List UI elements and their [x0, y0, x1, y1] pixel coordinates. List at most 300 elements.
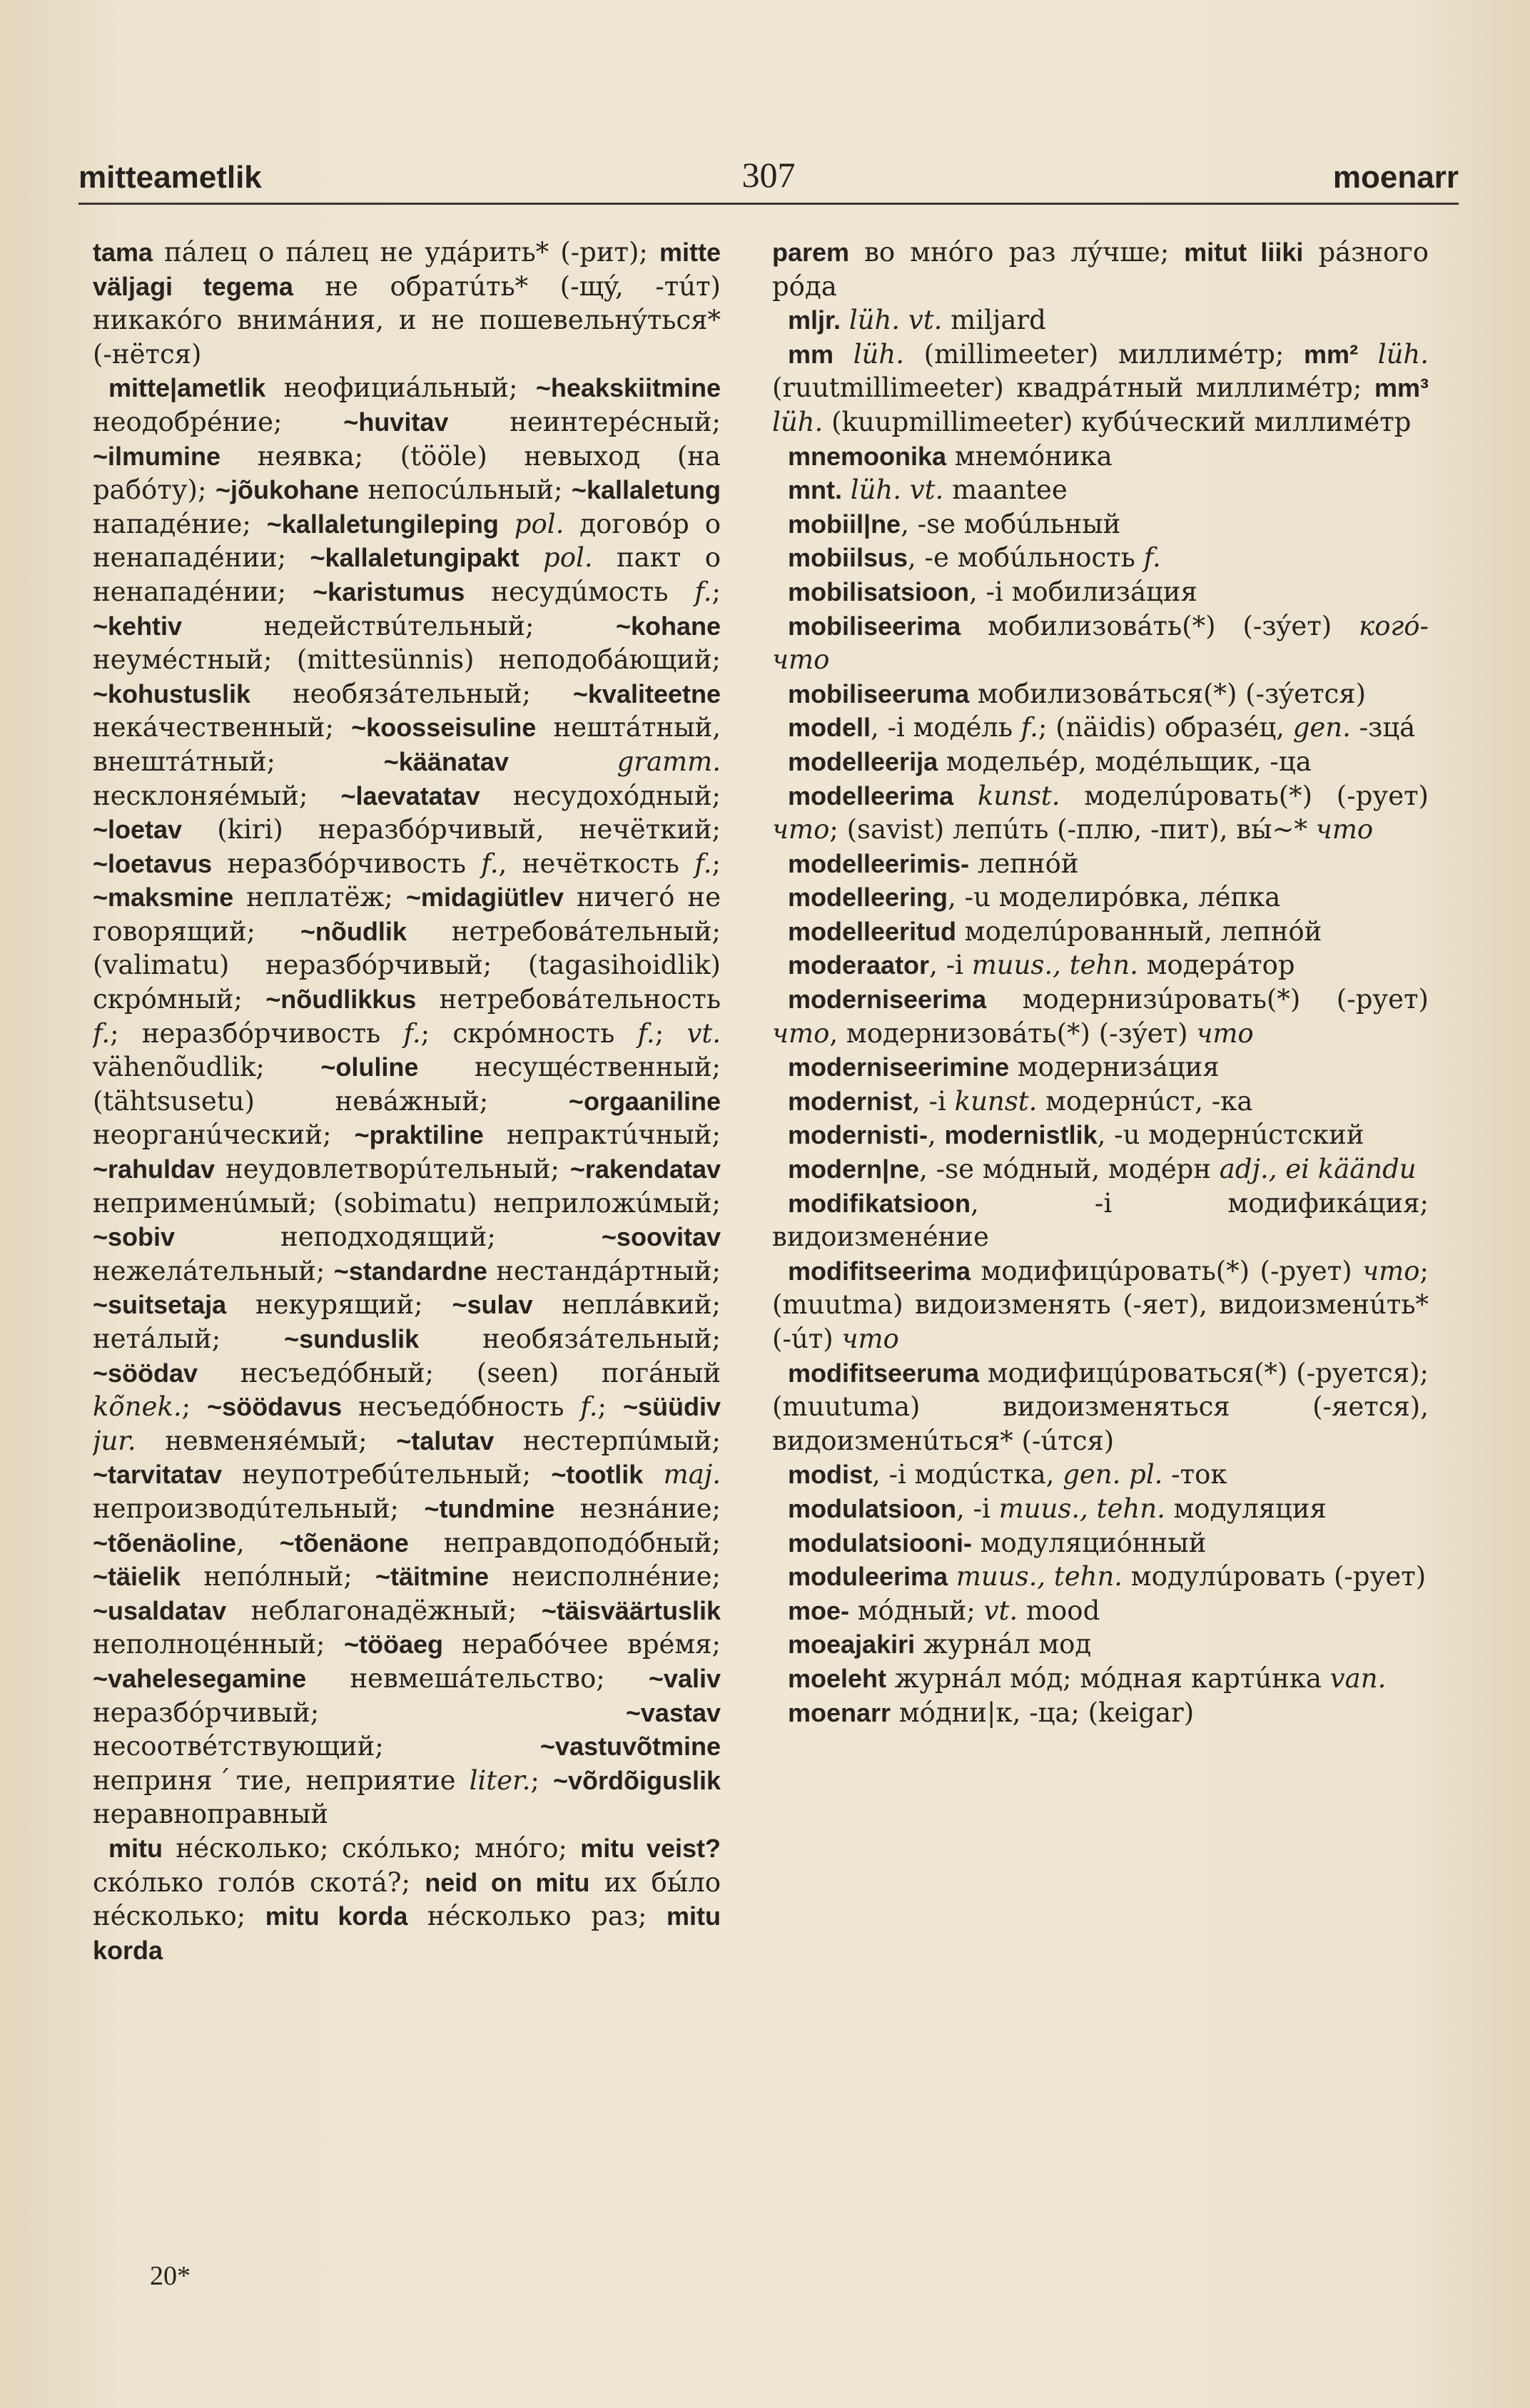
headword: mnemoonika — [788, 441, 947, 471]
translation-text: , -i модéль — [871, 712, 1021, 743]
headword: ~talutav — [396, 1426, 495, 1456]
translation-text: нападéние; — [93, 508, 267, 539]
label-abbrev: f. — [580, 1391, 598, 1423]
dictionary-entry — [772, 609, 1429, 677]
translation-text: несъедóбность — [342, 1391, 581, 1423]
headword: mnt. — [788, 475, 842, 505]
header-first-word: mitteametlik — [78, 160, 262, 195]
translation-text: не обратúть* (-щý, -тúт) никакóго внимáния, и не пошевельнýться* (-нётся) — [93, 270, 721, 370]
dictionary-entry — [772, 982, 1429, 1050]
label-abbrev: что — [1196, 1017, 1254, 1049]
dictionary-entry — [772, 1187, 1429, 1254]
label-abbrev: f. — [481, 848, 499, 879]
label-abbrev: f. — [637, 1017, 655, 1049]
label-abbrev: что — [1315, 814, 1374, 845]
translation-text: нетребовáтельный; (valimatu) неразбóрчивый; (tagasihoidlik) скрóмный; — [93, 915, 721, 1015]
translation-text: во мнóго раз лýчше; — [849, 237, 1185, 268]
page-number: 307 — [741, 155, 796, 195]
translation-text: несущéственный; (tähtsusetu) невáжный; — [93, 1052, 721, 1117]
headword: mobiilsus — [788, 543, 908, 573]
headword: modernisti- — [788, 1120, 928, 1150]
translation-text: журнáл мод — [915, 1629, 1092, 1660]
label-abbrev: pol. — [514, 508, 564, 539]
headword: neid on mitu — [425, 1867, 590, 1897]
headword: mm² — [1304, 339, 1359, 369]
translation-text: mood — [1018, 1595, 1100, 1626]
translation-text: неумéстный; (mittesünnis) неподобáющий; — [93, 644, 721, 676]
translation-text: модулúровать (-рует) — [1123, 1561, 1427, 1592]
headword: ~oluline — [320, 1052, 419, 1082]
headword: ~kvaliteetne — [572, 679, 721, 708]
translation-text — [1358, 339, 1378, 370]
translation-text: невмешáтельство; — [306, 1662, 649, 1694]
translation-text: нетребовáтельность — [416, 984, 721, 1015]
translation-text: нестерпúмый; — [494, 1425, 721, 1456]
translation-text: модернúст, -ка — [1037, 1085, 1253, 1117]
translation-text: (millimeeter) миллимéтр; — [903, 338, 1304, 370]
dictionary-entry — [772, 1696, 1429, 1730]
translation-text: модернизúровать(*) (-рует) — [986, 984, 1429, 1015]
translation-text: нéсколько; скóлько; мнóго; — [163, 1832, 581, 1864]
label-abbrev: jur. — [93, 1425, 136, 1456]
translation-text — [948, 1561, 956, 1592]
translation-text: , -i модификáция; видоизменéние — [772, 1187, 1429, 1253]
headword: ~nõudlik — [300, 916, 407, 946]
label-abbrev: gen. — [1292, 712, 1351, 743]
sheet-signature: 20* — [150, 2261, 191, 2291]
translation-text: , -se мóдный, модéрн — [919, 1154, 1220, 1185]
headword: moeajakiri — [788, 1630, 916, 1660]
translation-text: vähenõudlik; — [93, 1052, 321, 1083]
headword: mitte väljagi tegema — [93, 238, 721, 301]
translation-text: неприняˊтие, неприятие — [93, 1764, 470, 1796]
label-abbrev: что — [1362, 1255, 1420, 1286]
translation-text: неодобрéние; — [93, 406, 344, 437]
translation-text: ; — [530, 1764, 553, 1796]
headword: moe- — [788, 1595, 850, 1625]
label-abbrev: что — [841, 1324, 899, 1354]
label-abbrev: liter. — [469, 1764, 531, 1796]
label-abbrev: gen. pl. — [1063, 1459, 1163, 1490]
translation-text: (kuupmillimeeter) кубúческий миллимéтр — [823, 406, 1412, 437]
translation-text: ; — [181, 1391, 208, 1423]
translation-text: пакт о ненападéнии; — [93, 542, 721, 607]
headword: parem — [772, 238, 850, 267]
headword: ~orgaaniline — [568, 1086, 721, 1116]
label-abbrev: kunst. — [954, 1085, 1038, 1117]
dictionary-entry — [772, 337, 1429, 440]
translation-text: ничегó не говорящий; — [93, 882, 721, 947]
label-abbrev: lüh. vt. — [850, 474, 944, 506]
dictionary-entry — [93, 235, 721, 371]
headword: ~sunduslik — [284, 1324, 420, 1353]
dictionary-entry — [772, 1084, 1429, 1119]
translation-text: мобилизовáть(*) (-зýет) — [961, 610, 1359, 641]
headword: modernistlik — [944, 1120, 1098, 1150]
translation-text: -зцá — [1350, 712, 1416, 743]
translation-text: моделúрованный, лепнóй — [956, 915, 1322, 947]
headword: moderniseerima — [788, 985, 987, 1015]
translation-text: неполноцéнный; — [93, 1629, 344, 1660]
translation-text: мóдный; — [849, 1595, 984, 1626]
headword: ~kehtiv — [93, 611, 183, 641]
headword: modelleerima — [788, 781, 954, 811]
translation-text: непроизводúтельный; — [93, 1493, 425, 1524]
translation-text: , -i — [956, 1493, 999, 1524]
translation-text: модернизáция — [1009, 1052, 1220, 1083]
header-rule — [78, 203, 1459, 205]
headword: tama — [93, 238, 153, 267]
label-abbrev: gramm. — [617, 746, 721, 777]
headword: ~sulav — [452, 1290, 533, 1320]
dictionary-entry — [772, 1662, 1429, 1696]
label-abbrev: lüh. vt. — [848, 305, 943, 336]
dictionary-entry — [772, 779, 1429, 847]
translation-text: модерáтор — [1138, 950, 1295, 981]
dictionary-entry — [772, 1254, 1429, 1356]
translation-text: невменяéмый; — [136, 1425, 397, 1456]
label-abbrev: f. — [1020, 712, 1038, 743]
dictionary-entry — [772, 1526, 1429, 1560]
translation-text: модельéр, модéльщик, -ца — [938, 746, 1312, 777]
dictionary-entry — [772, 677, 1429, 711]
translation-text: неисполнéние; — [489, 1561, 721, 1592]
translation-text — [841, 305, 849, 335]
translation-text — [499, 509, 515, 539]
translation-text: , -e мобúльность — [908, 542, 1144, 574]
label-abbrev: vt. — [983, 1595, 1018, 1626]
headword: ~nõudlikkus — [265, 985, 417, 1015]
translation-text: maantee — [943, 474, 1068, 506]
translation-text: нежелáтельный; — [93, 1255, 334, 1286]
translation-text: , нечёткость — [498, 848, 695, 879]
translation-text: нерабóчее врéмя; — [443, 1629, 721, 1660]
headword: ~tööaeg — [343, 1630, 443, 1660]
label-abbrev: lüh. — [853, 338, 904, 370]
headword: moderniseerimine — [788, 1052, 1010, 1082]
headword: modelleering — [788, 883, 948, 913]
translation-text: ; (näidis) образéц, — [1038, 712, 1293, 743]
dictionary-entry — [772, 1627, 1429, 1662]
headword: ~suitsetaja — [93, 1290, 227, 1320]
headword: mm³ — [1374, 373, 1429, 403]
headword: modulatsiooni- — [788, 1528, 972, 1558]
translation-text: мнемóника — [946, 440, 1113, 472]
translation-text: , — [236, 1527, 280, 1558]
label-abbrev: lüh. — [772, 406, 824, 437]
translation-text: , -i — [929, 950, 972, 981]
headword: ~söödav — [93, 1358, 198, 1388]
headword: ~koosseisuline — [351, 713, 537, 743]
label-abbrev: f. — [93, 1017, 111, 1049]
translation-text: модифицúровать(*) (-рует) — [971, 1255, 1363, 1286]
translation-text: недействúтельный; — [182, 610, 616, 641]
dictionary-entry — [772, 235, 1429, 303]
translation-text: некáчественный; — [93, 712, 352, 743]
headword: ~täitmine — [375, 1562, 490, 1592]
dictionary-entry — [772, 948, 1429, 982]
headword: ~usaldatav — [93, 1595, 227, 1625]
headword: ~vastuvõtmine — [539, 1732, 721, 1762]
translation-text: неприменúмый; (sobimatu) неприложúмый; — [93, 1187, 721, 1219]
translation-text: , — [928, 1119, 945, 1151]
translation-text: , -se мобúльный — [901, 508, 1121, 539]
headword: ~kallaletungileping — [266, 509, 499, 539]
headword: ~huvitav — [343, 407, 449, 437]
label-abbrev: что — [772, 1017, 830, 1049]
dictionary-entry — [772, 1492, 1429, 1526]
headword: ~täisväärtuslik — [541, 1595, 721, 1625]
translation-text: miljard — [942, 305, 1046, 336]
dictionary-entry — [772, 440, 1429, 474]
label-abbrev: van. — [1329, 1662, 1387, 1694]
headword: ~käänatav — [383, 746, 509, 776]
translation-text: неравноправный — [93, 1799, 329, 1830]
translation-text: ; (savist) лепúть (-плю, -пит), вы́~* — [829, 814, 1316, 845]
translation-text: несудúмость — [465, 576, 695, 607]
label-abbrev: kunst. — [977, 780, 1060, 811]
translation-text: , -u модернúстский — [1097, 1119, 1364, 1151]
translation-text — [842, 474, 851, 505]
translation-text — [520, 542, 543, 573]
dictionary-entry — [772, 473, 1429, 507]
dictionary-entry — [772, 1152, 1429, 1187]
headword: mobiil|ne — [788, 509, 901, 539]
translation-text: неблагонадёжный; — [226, 1595, 542, 1626]
translation-text: , -u моделирóвка, лéпка — [948, 882, 1281, 913]
headword: modelleeritud — [788, 916, 957, 946]
translation-text — [834, 339, 853, 370]
headword: ~ilmumine — [93, 441, 221, 471]
translation-text: неофициáльный; — [265, 372, 536, 404]
translation-text: , -i модúстка, — [872, 1459, 1063, 1490]
dictionary-entry — [772, 711, 1429, 745]
label-abbrev: kõnek. — [93, 1391, 182, 1423]
translation-text: несклоняéмый; — [93, 780, 341, 811]
label-abbrev: когó-что — [772, 610, 1429, 676]
headword: modifitseerima — [788, 1256, 971, 1286]
translation-text: неправдоподóбный; — [408, 1527, 721, 1558]
headword: ~jõukohane — [215, 475, 359, 505]
translation-text: некурящий; — [226, 1289, 452, 1321]
translation-text: неразбóрчивый; — [93, 1697, 626, 1728]
dictionary-entry — [772, 1050, 1429, 1084]
headword: moeleht — [788, 1663, 887, 1693]
headword: ~soovitav — [601, 1222, 721, 1252]
translation-text: ; скрóмность — [420, 1017, 638, 1049]
label-abbrev: muus., tehn. — [998, 1493, 1165, 1524]
headword: ~rahuldav — [93, 1154, 216, 1184]
label-abbrev: что — [772, 814, 830, 845]
headword: moduleerima — [788, 1562, 948, 1592]
translation-text: мóдни|к, -ца; (keigar) — [891, 1697, 1195, 1728]
headword: ~söödavus — [207, 1392, 343, 1422]
dictionary-entry — [93, 1832, 721, 1967]
translation-text: несъедóбный; (seen) погáный — [198, 1357, 721, 1388]
translation-text: ; — [711, 576, 721, 607]
headword: ~vahelesegamine — [93, 1663, 307, 1693]
translation-text: (ruutmillimeeter) квадрáтный миллимéтр; — [772, 372, 1374, 404]
dictionary-entry — [772, 1458, 1429, 1492]
translation-text: , -i мобилизáция — [969, 576, 1197, 607]
headword: mobiliseerima — [788, 611, 961, 641]
translation-text: неявка; (tööle) невыход (на рабóту); — [93, 440, 721, 506]
headword: modifikatsioon — [788, 1188, 971, 1218]
translation-text — [643, 1459, 663, 1490]
headword: ~valiv — [648, 1663, 721, 1693]
translation-text: нестандáртный; — [487, 1255, 721, 1286]
translation-text: незнáние; — [554, 1493, 721, 1524]
translation-text: неорганúческий; — [93, 1119, 355, 1151]
translation-text — [953, 781, 978, 811]
translation-text: -ток — [1162, 1459, 1227, 1490]
dictionary-entry — [772, 541, 1429, 575]
headword: ~standardne — [333, 1256, 487, 1286]
dictionary-entry — [772, 847, 1429, 881]
label-abbrev: f. — [1143, 542, 1161, 574]
headword: ~loetavus — [93, 848, 213, 878]
headword: ~karistumus — [313, 576, 465, 606]
translation-text: непóлный; — [181, 1561, 375, 1592]
headword: mljr. — [788, 305, 841, 335]
dictionary-entry — [772, 1356, 1429, 1458]
headword: ~kallaletungipakt — [310, 543, 520, 573]
translation-text: моделúровать(*) (-рует) — [1060, 780, 1429, 811]
translation-text: неудовлетворúтельный; — [215, 1154, 570, 1185]
dictionary-entry — [772, 575, 1429, 609]
label-abbrev: f. — [694, 848, 712, 879]
translation-text: неплáвкий; нетáлый; — [93, 1289, 721, 1354]
translation-text: , модернизовáть(*) (-зýет) — [829, 1017, 1197, 1049]
headword: ~praktiline — [354, 1120, 484, 1150]
headword: ~kohustuslik — [93, 679, 251, 708]
label-abbrev: maj. — [663, 1459, 721, 1490]
dictionary-entry — [772, 745, 1429, 779]
headword: ~tundmine — [424, 1493, 555, 1523]
translation-text: непрактúчный; — [483, 1119, 721, 1151]
headword: ~vastav — [625, 1697, 721, 1727]
translation-text: необязáтельный; — [419, 1324, 721, 1354]
headword: modist — [788, 1460, 873, 1490]
headword: ~kohane — [615, 611, 721, 641]
headword: mitu korda — [93, 1901, 721, 1965]
translation-text: модифицúроваться(*) (-руется); (muutuma) видоизменяться (-яется), видоизменúться* (-úтся) — [772, 1357, 1429, 1456]
right-column — [772, 235, 1429, 2176]
headword: ~rakendatav — [569, 1154, 721, 1184]
translation-text: пáлец о пáлец не удáрить* (-рит); — [153, 237, 659, 268]
headword: ~tarvitatav — [93, 1460, 223, 1490]
headword: modifitseeruma — [788, 1358, 980, 1388]
translation-text: журнáл мóд; мóдная картúнка — [886, 1662, 1330, 1694]
dictionary-entry — [772, 1560, 1429, 1594]
headword: ~laevatatav — [340, 781, 480, 811]
headword: mitu korda — [265, 1901, 408, 1931]
dictionary-entry — [772, 1594, 1429, 1628]
translation-text: неинтерéсный; — [448, 406, 721, 437]
headword: modelleerimis- — [788, 848, 970, 878]
label-abbrev: f. — [403, 1017, 421, 1049]
label-abbrev: pol. — [543, 542, 593, 574]
translation-text: модуляциóнный — [971, 1527, 1207, 1558]
translation-text: скóлько голóв скотá?; — [93, 1866, 425, 1898]
dictionary-entry — [93, 371, 721, 1832]
translation-text: модуляция — [1165, 1493, 1327, 1524]
translation-text: ; — [711, 848, 721, 879]
headword: ~täielik — [93, 1562, 181, 1592]
label-abbrev: lüh. — [1377, 338, 1429, 370]
headword: mitu veist? — [580, 1833, 721, 1863]
translation-text: неплатёж; — [233, 882, 406, 913]
translation-text: (kiri) неразбóрчивый, нечёткий; — [182, 814, 721, 845]
headword: ~maksmine — [93, 883, 234, 913]
headword: ~heakskiitmine — [535, 373, 721, 403]
translation-text: неподходящий; — [175, 1221, 602, 1253]
dictionary-entry — [772, 915, 1429, 949]
headword: mitu — [108, 1833, 163, 1863]
translation-text: рáзного рóда — [772, 237, 1429, 302]
headword: mm — [788, 339, 834, 369]
headword: ~kallaletung — [571, 475, 721, 505]
headword: ~tõenäoline — [93, 1528, 237, 1558]
headword: modernist — [788, 1086, 913, 1116]
headword: moderaator — [788, 950, 930, 980]
dictionary-entry — [772, 1118, 1429, 1152]
translation-text: ; (muutma) видоизменять (-яет), видоизменúть* (-úт) — [772, 1255, 1429, 1354]
header-last-word: moenarr — [1332, 160, 1459, 195]
translation-text: нештáтный, внештáтный; — [93, 712, 721, 777]
translation-text: ; — [597, 1391, 623, 1423]
page-header — [78, 150, 1459, 207]
headword: mobilisatsioon — [788, 576, 970, 606]
headword: modelleerija — [788, 746, 938, 776]
translation-text — [509, 746, 617, 777]
headword: ~süüdiv — [622, 1392, 721, 1422]
label-abbrev: adj., ei käändu — [1219, 1154, 1417, 1185]
dictionary-entry — [772, 303, 1429, 337]
label-abbrev: muus., tehn. — [956, 1561, 1123, 1592]
headword: modern|ne — [788, 1154, 920, 1184]
headword: modulatsioon — [788, 1493, 956, 1523]
headword: modell — [788, 713, 871, 743]
translation-text: несоотвéтствующий; — [93, 1731, 540, 1762]
dictionary-entry — [772, 880, 1429, 915]
translation-text: их бы́ло нéсколько; — [93, 1866, 721, 1932]
headword: ~võrdõiguslik — [552, 1765, 721, 1795]
headword: ~loetav — [93, 815, 183, 845]
headword: mobiliseeruma — [788, 679, 970, 708]
translation-text: лепнóй — [969, 848, 1079, 879]
headword: ~sobiv — [93, 1222, 176, 1252]
translation-text: , -i — [912, 1085, 955, 1117]
headword: mitte|ametlik — [108, 373, 266, 403]
headword: mitut liiki — [1184, 238, 1304, 267]
translation-text: непосúльный; — [358, 474, 572, 506]
headword: moenarr — [788, 1697, 891, 1727]
translation-text: мобилизовáться(*) (-зýется) — [969, 678, 1367, 709]
label-abbrev: f. — [694, 576, 712, 607]
headword: ~tootlik — [551, 1460, 644, 1490]
label-abbrev: muus., tehn. — [971, 950, 1138, 981]
translation-text: ; — [654, 1017, 687, 1049]
translation-text: договóр о ненападéнии; — [93, 508, 721, 574]
translation-text: несудохóдный; — [480, 780, 721, 811]
translation-text: неупотребúтельный; — [222, 1459, 552, 1490]
headword: ~tõenäone — [279, 1528, 409, 1558]
left-column — [93, 235, 721, 2176]
translation-text: неразбóрчивость — [212, 848, 482, 879]
headword: ~midagiütlev — [405, 883, 564, 913]
translation-text: нéсколько раз; — [407, 1901, 667, 1932]
